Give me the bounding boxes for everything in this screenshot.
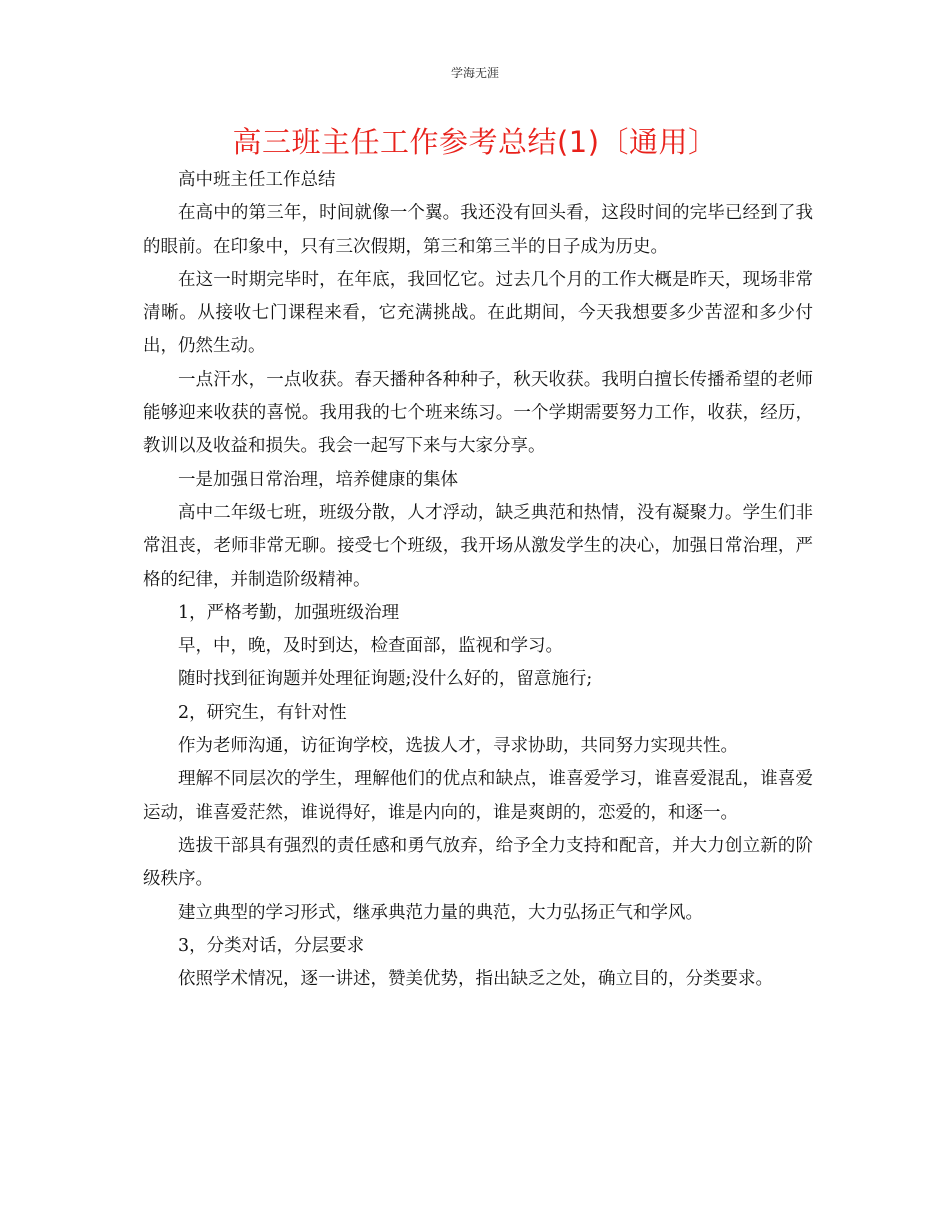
paragraph: 一点汗水，一点收获。春天播种各种种子，秋天收获。我明白擅长传播希望的老师能够迎来收获的喜悦。我用我的七个班来练习。一个学期需要努力工作，收获，经历，教训以及收益和损失。我会一起写下来与大家分享。: [143, 369, 813, 457]
paragraph: 作为老师沟通，访征询学校，选拔人才，寻求协助，共同努力实现共性。: [178, 736, 738, 757]
document-title: 高三班主任工作参考总结(1)〔通用〕: [232, 125, 718, 159]
page-header: 学海无涯: [450, 66, 499, 80]
paragraph: 随时找到征询题并处理征询题;没什么好的，留意施行;: [178, 669, 593, 690]
subsection-heading: 1，严格考勤，加强班级治理: [178, 602, 400, 623]
subsection-heading: 2，研究生，有针对性: [178, 702, 347, 723]
paragraph: 在高中的第三年，时间就像一个翼。我还没有回头看，这段时间的完毕已经到了我的眼前。在印象中，只有三次假期，第三和第三半的日子成为历史。: [143, 203, 813, 257]
paragraph: 选拔干部具有强烈的责任感和勇气放弃，给予全力支持和配音，并大力创立新的阶级秩序。: [143, 835, 813, 890]
paragraph: 理解不同层次的学生，理解他们的优点和缺点，谁喜爱学习，谁喜爱混乱，谁喜爱运动，谁喜爱茫然，谁说得好，谁是内向的，谁是爽朗的，恋爱的，和逐一。: [143, 769, 813, 823]
subsection-heading: 3，分类对话，分层要求: [178, 935, 365, 956]
section-heading: 一是加强日常治理，培养健康的集体: [178, 469, 458, 490]
paragraph: 在这一时期完毕时，在年底，我回忆它。过去几个月的工作大概是昨天，现场非常清晰。从接收七门课程来看，它充满挑战。在此期间，今天我想要多少苦涩和多少付出，仍然生动。: [143, 269, 813, 357]
paragraph: 早，中，晚，及时到达，检查面部，监视和学习。: [178, 636, 563, 657]
document-body: [143, 164, 813, 996]
paragraph: 依照学术情况，逐一讲述，赞美优势，指出缺乏之处，确立目的，分类要求。: [178, 969, 773, 990]
paragraph: 高中二年级七班，班级分散，人才浮动，缺乏典范和热情，没有凝聚力。学生们非常沮丧，老师非常无聊。接受七个班级，我开场从激发学生的决心，加强日常治理，严格的纪律，并制造阶级精神。: [143, 502, 813, 590]
paragraph: 高中班主任工作总结: [178, 170, 336, 190]
paragraph: 建立典型的学习形式，继承典范力量的典范，大力弘扬正气和学风。: [178, 902, 703, 923]
